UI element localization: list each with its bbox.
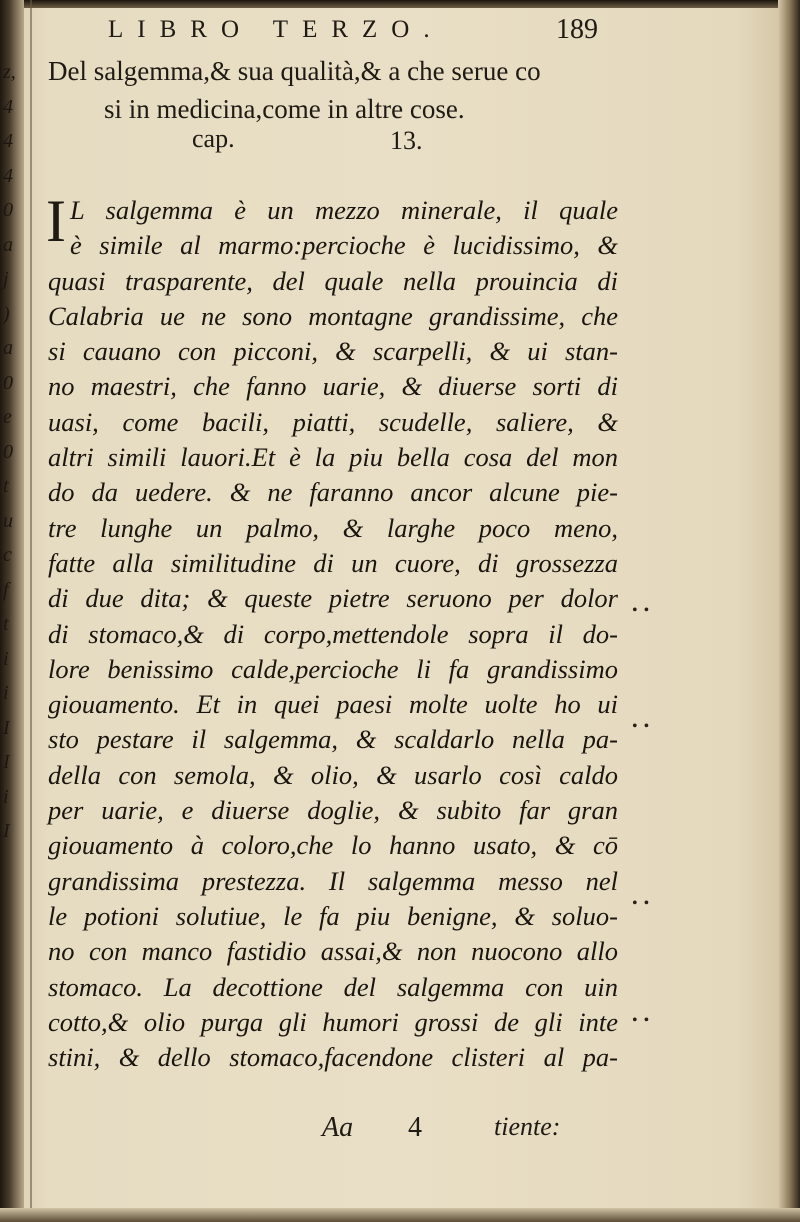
chapter-label: cap. [192,124,235,153]
bleed-glyph: ) [3,302,10,325]
bleed-glyph: c [3,544,12,566]
page-right-edge [778,0,800,1222]
bleed-glyph: I [3,820,10,842]
bleed-glyph: f [3,578,9,601]
text-line: do da uedere. & ne faranno ancor alcune pie- [48,477,618,508]
chapter-title [48,52,628,128]
text-line: giouamento à coloro,che lo hanno usato, & cō [48,830,618,861]
text-line: stini, & dello stomaco,facendone clisteri al pa- [48,1042,618,1073]
text-line: fatte alla similitudine di un cuore, di grossezza [48,547,618,578]
bleed-glyph: a [3,233,13,256]
facing-page-bleed-through [0,55,22,849]
running-head: LIBRO TERZO. [108,16,444,43]
text-line: le potioni solutiue, le fa piu benigne, & soluo- [48,900,618,931]
text-line: della con semola, & olio, & usarlo così caldo [48,759,618,790]
bleed-glyph: j [3,268,9,290]
text-line: di stomaco,& di corpo,mettendole sopra il do- [48,618,618,649]
bleed-glyph: 4 [3,95,13,118]
bleed-glyph: I [3,751,10,773]
text-line: di due dita; & queste pietre seruono per dolor [48,583,618,614]
text-line: per uarie, e diuerse doglie, & subito far gran [48,795,618,826]
text-line: uasi, come bacili, piatti, scudelle, saliere, & [48,406,618,437]
text-line: quasi trasparente, del quale nella prouincia di [48,265,618,296]
margin-mark: • • [632,895,651,912]
text-line: è simile al marmo:percioche è lucidissimo, & [70,230,618,261]
chapter-title-line-2: si in medicina,come in altre cose. [104,94,465,124]
text-line: Calabria ue ne sono montagne grandissime, che [48,300,618,331]
margin-mark: • • [632,718,651,735]
gutter-fold-line [30,0,32,1222]
bleed-glyph: e [3,406,12,428]
body-text [48,193,618,1075]
signature-mark: Aa [322,1112,354,1143]
text-line: sto pestare il salgemma, & scaldarlo nella pa- [48,724,618,755]
margin-mark: • • [632,1012,651,1029]
text-line: altri simili lauori.Et è la piu bella cosa del mon [48,442,618,473]
page-bottom-edge [0,1208,800,1222]
bleed-glyph: I [3,716,10,739]
bleed-glyph: 0 [3,199,13,221]
text-line: no con manco fastidio assai,& non nuocono allo [48,936,618,967]
bleed-glyph: 4 [3,130,13,152]
page-top-edge [0,0,800,8]
chapter-title-line-1: Del salgemma,& sua qualità,& a che serue co [48,56,541,86]
text-line: stomaco. La decottione del salgemma con uin [48,971,618,1002]
bleed-glyph: u [3,509,13,532]
text-line: grandissima prestezza. Il salgemma messo nel [48,865,618,896]
bleed-glyph: i [3,785,9,808]
bleed-glyph: i [3,682,9,704]
bleed-glyph: 0 [3,440,13,463]
drop-initial: I [46,188,66,254]
bleed-glyph: t [3,475,9,497]
page-number: 189 [556,14,598,45]
chapter-number-line [192,124,423,155]
bleed-glyph: i [3,647,9,670]
text-line: no maestri, che fanno uarie, & diuerse sorti di [48,371,618,402]
text-line: giouamento. Et in quei paesi molte uolte ho ui [48,689,618,720]
bleed-glyph: a [3,337,13,359]
text-line: lore benissimo calde,percioche li fa grandissimo [48,653,618,684]
signature-number: 4 [408,1112,422,1143]
text-line: L salgemma è un mezzo minerale, il quale [70,195,618,225]
bleed-glyph: 4 [3,164,13,187]
catchword: tiente: [494,1112,561,1141]
text-line: tre lunghe un palmo, & larghe poco meno, [48,512,618,543]
bleed-glyph: z, [3,61,16,83]
chapter-number: 13. [390,126,423,155]
bleed-glyph: 0 [3,371,13,394]
margin-mark: • • [632,602,651,619]
text-line: si cauano con picconi, & scarpelli, & ui stan- [48,336,618,367]
bleed-glyph: t [3,613,9,635]
text-line: cotto,& olio purga gli humori grossi de gli inte [48,1006,618,1037]
